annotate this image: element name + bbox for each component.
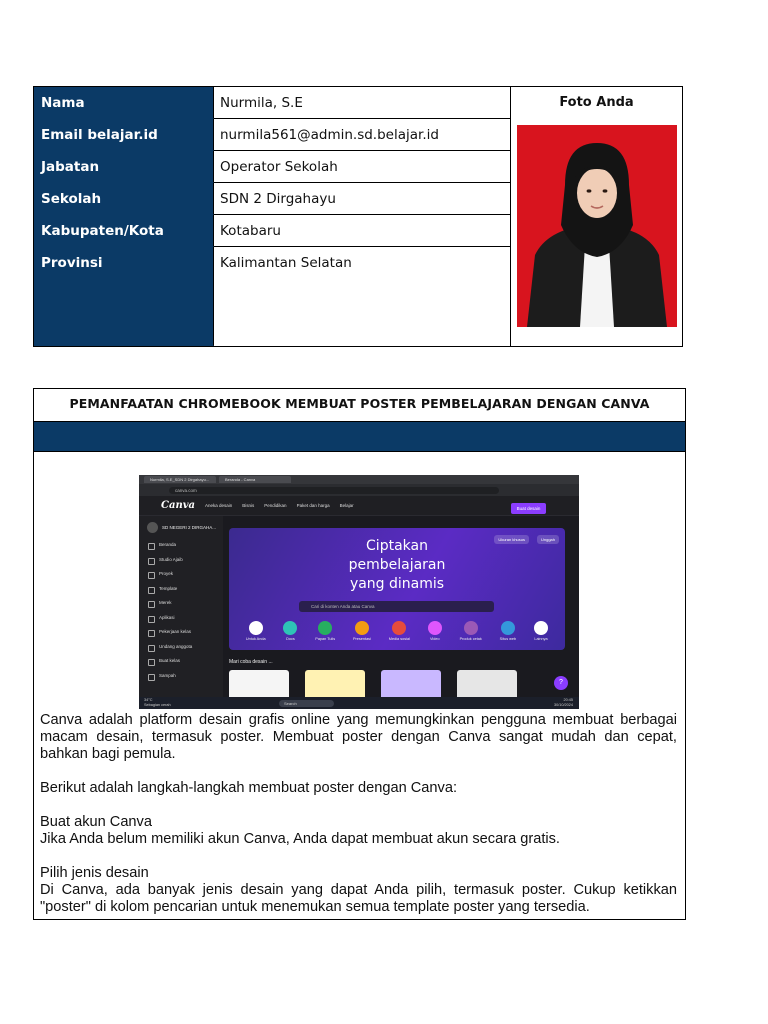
profile-row-email [34,119,510,151]
sidebar-item-aplikasi[interactable]: Aplikasi [139,611,223,626]
avatar [147,522,158,533]
clock-time: 20:45 [563,698,573,702]
sidebar-item-buat-kelas[interactable]: Buat kelas [139,654,223,669]
profile-value: Kotabaru [214,215,510,247]
design-type-icons [229,621,565,641]
template-card[interactable] [229,670,289,700]
profile-value: Operator Sekolah [214,151,510,183]
upload-button[interactable]: Unggah [537,535,559,544]
profile-label: Sekolah [34,183,214,215]
weather-desc: Sebagian cerah [144,703,171,707]
design-type-label: Situs web [499,637,517,641]
design-type-icon [428,621,442,635]
template-cards [229,670,533,700]
taskbar-search[interactable]: Search [279,700,334,707]
search-input[interactable]: Cari di konten Anda atau Canva [299,601,494,612]
create-design-button[interactable]: Buat desain [511,503,546,514]
custom-size-button[interactable]: Ukuran khusus [494,535,529,544]
step-title: Buat akun Canva [40,814,152,830]
design-type-icon [355,621,369,635]
design-type-icon [501,621,515,635]
template-card[interactable] [381,670,441,700]
design-type-icon [392,621,406,635]
profile-card [33,86,683,347]
team-header[interactable] [139,516,223,538]
team-name: SD NEGERI 2 DIRGAHA... [162,524,217,530]
design-type-icon [464,621,478,635]
profile-photo [517,125,677,327]
nav-item[interactable]: Aneka desain [205,503,233,508]
design-type-item[interactable] [283,621,297,641]
step-text: Jika Anda belum memiliki akun Canva, Anda dapat membuat akun secara gratis. [40,831,560,847]
design-type-item[interactable] [460,621,482,641]
profile-table [34,87,511,346]
design-type-item[interactable] [315,621,335,641]
hero-banner [229,528,565,650]
profile-row-jabatan [34,151,510,183]
design-type-label: Lainnya [534,637,548,641]
sidebar-item-kelas[interactable]: Pekerjaan kelas [139,625,223,640]
help-button[interactable]: ? [554,676,568,690]
paragraph: Berikut adalah langkah-langkah membuat poster dengan Canva: [40,780,458,796]
person-portrait-icon [517,125,677,327]
weather-widget[interactable] [144,698,171,708]
profile-label: Kabupaten/Kota [34,215,214,247]
design-type-icon [318,621,332,635]
photo-title: Foto Anda [559,95,634,110]
profile-value: nurmila561@admin.sd.belajar.id [214,119,510,151]
sidebar-item-proyek[interactable]: Proyek [139,567,223,582]
canva-logo: Canva [161,500,195,511]
profile-value: Kalimantan Selatan [220,255,352,271]
design-type-label: Media sosial [388,637,410,641]
design-type-icon [249,621,263,635]
hero-line: Ciptakan [366,538,428,554]
canva-screenshot [139,475,579,709]
design-type-icon [283,621,297,635]
profile-row-kabupaten [34,215,510,247]
design-type-item[interactable] [428,621,442,641]
article-title: PEMANFAATAN CHROMEBOOK MEMBUAT POSTER PEMBELAJARAN DENGAN CANVA [34,389,685,422]
sidebar-item-template[interactable]: Template [139,582,223,597]
try-design-heading: Mari coba desain ... [229,659,273,665]
design-type-item[interactable] [353,621,371,641]
tab-label: Nurmila, S.E_SDN 2 Dirgahayu... [150,477,210,482]
nav-item[interactable]: Bisnis [242,503,255,508]
design-type-label: Produk cetak [459,637,482,641]
step-text: Di Canva, ada banyak jenis desain yang dapat Anda pilih, termasuk poster. Cukup ketikkan "poster" di kolom pencarian untuk menemukan semua template poster yang tersedia. [40,882,677,915]
hero-line: pembelajaran [348,557,446,573]
paragraph: Canva adalah platform desain grafis online yang memungkinkan pengguna membuat berbagai macam desain, termasuk poster. Membuat poster dengan Canva sangat mudah dan cepat, bahkan bagi pemula. [40,712,677,762]
profile-row-provinsi [34,247,510,346]
profile-value: SDN 2 Dirgahayu [214,183,510,215]
step-title: Pilih jenis desain [40,865,149,881]
profile-row-nama [34,87,510,119]
design-type-item[interactable] [389,621,410,641]
design-type-label: Docs [286,637,295,641]
address-bar [139,484,579,496]
design-type-item[interactable] [534,621,548,641]
sidebar-item-sampah[interactable]: Sampah [139,669,223,684]
profile-label: Email belajar.id [34,119,214,151]
weather-temp: 34°C [144,698,153,702]
nav-item[interactable]: Pendidikan [264,503,287,508]
profile-label: Nama [34,87,214,119]
clock [554,698,573,708]
profile-row-sekolah [34,183,510,215]
design-type-item[interactable] [500,621,516,641]
template-card[interactable] [305,670,365,700]
design-type-item[interactable] [246,621,266,641]
clock-date: 30/10/2024 [553,703,573,707]
tab-label: Beranda - Canva [225,477,256,482]
photo-column [511,87,682,346]
sidebar-item-undang[interactable]: Undang anggota [139,640,223,655]
hero-line: yang dinamis [349,576,445,592]
design-type-label: Presentasi [352,637,371,641]
browser-tabs [139,475,579,484]
design-type-label: Video [429,637,440,641]
browser-tab[interactable] [219,476,291,483]
design-type-label: Papan Tulis [315,637,336,641]
profile-value: Nurmila, S.E [214,87,510,119]
url-input[interactable]: canva.com [169,487,499,494]
design-type-label: Untuk Anda [245,637,266,641]
design-type-icon [534,621,548,635]
template-card[interactable] [457,670,517,700]
title-band [34,422,685,452]
article-body [40,712,677,916]
sidebar-item-studio[interactable]: Studio Ajaib [139,553,223,568]
profile-label: Jabatan [34,151,214,183]
sidebar-item-merek[interactable]: Merek [139,596,223,611]
article-card [33,388,686,920]
hero-heading [229,537,565,594]
taskbar [139,697,579,709]
browser-tab[interactable] [144,476,216,483]
nav-item[interactable]: Paket dan harga [296,503,330,508]
canva-sidebar [139,516,223,709]
profile-label: Provinsi [34,247,214,346]
nav-item[interactable]: Belajar [339,503,354,508]
sidebar-item-beranda[interactable]: Beranda [139,538,223,553]
